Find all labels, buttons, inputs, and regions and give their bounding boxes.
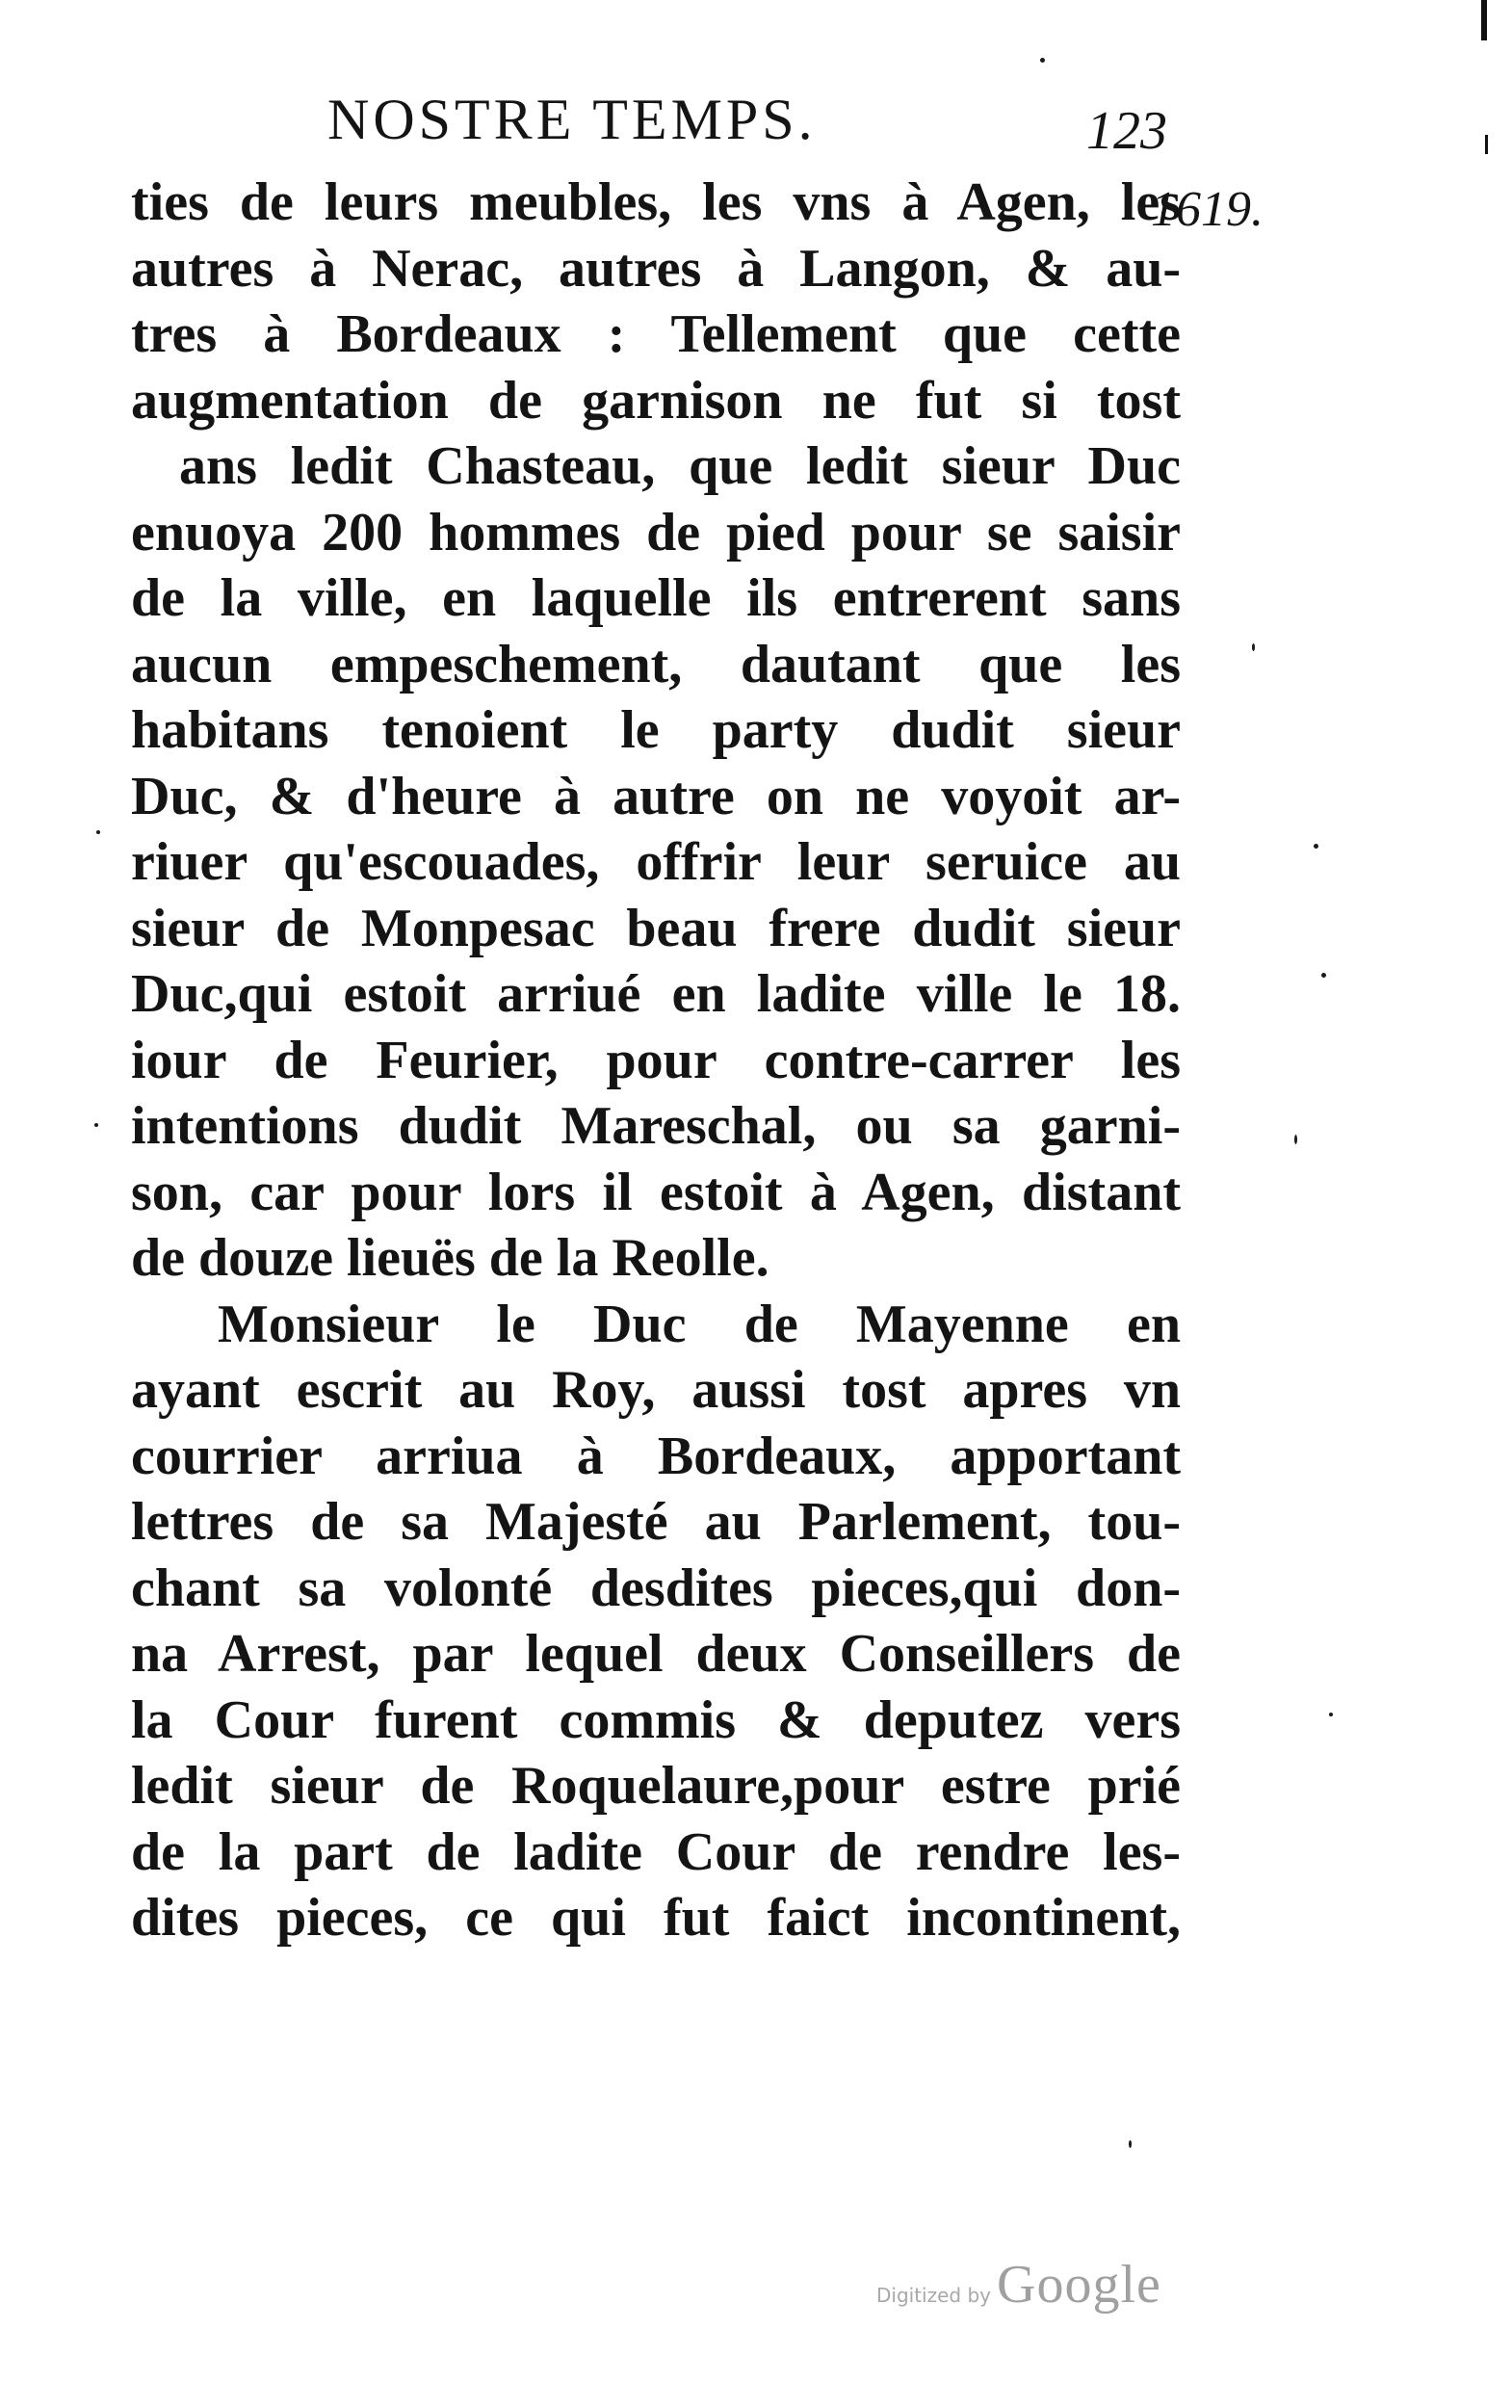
digitized-by-label: Digitized by: [876, 2284, 991, 2307]
margin-year-note: 1619.: [1151, 182, 1264, 237]
text-line: ayant escrit au Roy, aussi tost apres vn: [131, 1360, 1181, 1420]
text-line: tres à Bordeaux : Tellement que cette: [131, 304, 1181, 364]
scan-speck: [1252, 643, 1255, 651]
text-line: de la ville, en laquelle ils entrerent sans: [131, 568, 1181, 628]
text-line: son, car pour lors il estoit à Agen, distant: [131, 1162, 1181, 1222]
scan-speck: [1040, 58, 1045, 63]
text-line: de douze lieuës de la Reolle.: [131, 1228, 769, 1288]
page-number: 123: [1086, 101, 1167, 161]
text-line: de la part de ladite Cour de rendre les-: [131, 1821, 1181, 1882]
text-line: dites pieces, ce qui fut faict incontinent,: [131, 1888, 1181, 1948]
text-line: sieur de Monpesac beau frere dudit sieur: [131, 898, 1181, 958]
text-line: courrier arriua à Bordeaux, apportant: [131, 1426, 1181, 1486]
scan-speck: [1321, 973, 1326, 978]
text-line: Duc, & d'heure à autre on ne voyoit ar-: [131, 766, 1181, 826]
google-logo: Google: [997, 2255, 1161, 2315]
text-line: la Cour furent commis & deputez vers: [131, 1689, 1181, 1750]
text-line: chant sa volonté desdites pieces,qui don-: [131, 1557, 1181, 1618]
body-text: [131, 170, 1181, 1951]
text-line: enuoya 200 hommes de pied pour se saisir: [131, 502, 1181, 563]
text-line: iour de Feurier, pour contre-carrer les: [131, 1030, 1181, 1090]
scan-edge-mark: [1485, 135, 1488, 154]
text-line: riuer qu'escouades, offrir leur seruice au: [131, 832, 1181, 892]
text-line: habitans tenoient le party dudit sieur: [131, 700, 1181, 760]
text-line: ledit sieur de Roquelaure,pour estre prié: [131, 1756, 1181, 1816]
running-title: NOSTRE TEMPS.: [327, 88, 817, 151]
scan-speck: [1329, 1713, 1333, 1716]
scan-speck: [1294, 1135, 1297, 1144]
scan-speck: [96, 830, 100, 834]
text-line: ans ledit Chasteau, que ledit sieur Duc: [179, 436, 1181, 496]
digitized-watermark: [876, 2254, 1161, 2316]
scan-edge-mark: [1481, 0, 1487, 40]
text-line: augmentation de garnison ne fut si tost: [131, 370, 1181, 431]
text-line: Duc,qui estoit arriué en ladite ville le 18.: [131, 964, 1181, 1024]
text-line: ties de leurs meubles, les vns à Agen, les: [131, 172, 1181, 232]
text-line: na Arrest, par lequel deux Conseillers de: [131, 1624, 1181, 1684]
text-line: intentions dudit Mareschal, ou sa garni-: [131, 1096, 1181, 1156]
paragraph-start-line: Monsieur le Duc de Mayenne en: [218, 1294, 1181, 1354]
text-line: lettres de sa Majesté au Parlement, tou-: [131, 1492, 1181, 1552]
text-line: aucun empeschement, dautant que les: [131, 634, 1181, 694]
scan-speck: [1314, 844, 1318, 849]
scan-speck: [94, 1123, 98, 1127]
text-line: autres à Nerac, autres à Langon, & au-: [131, 238, 1181, 299]
scan-speck: [1129, 2140, 1132, 2148]
